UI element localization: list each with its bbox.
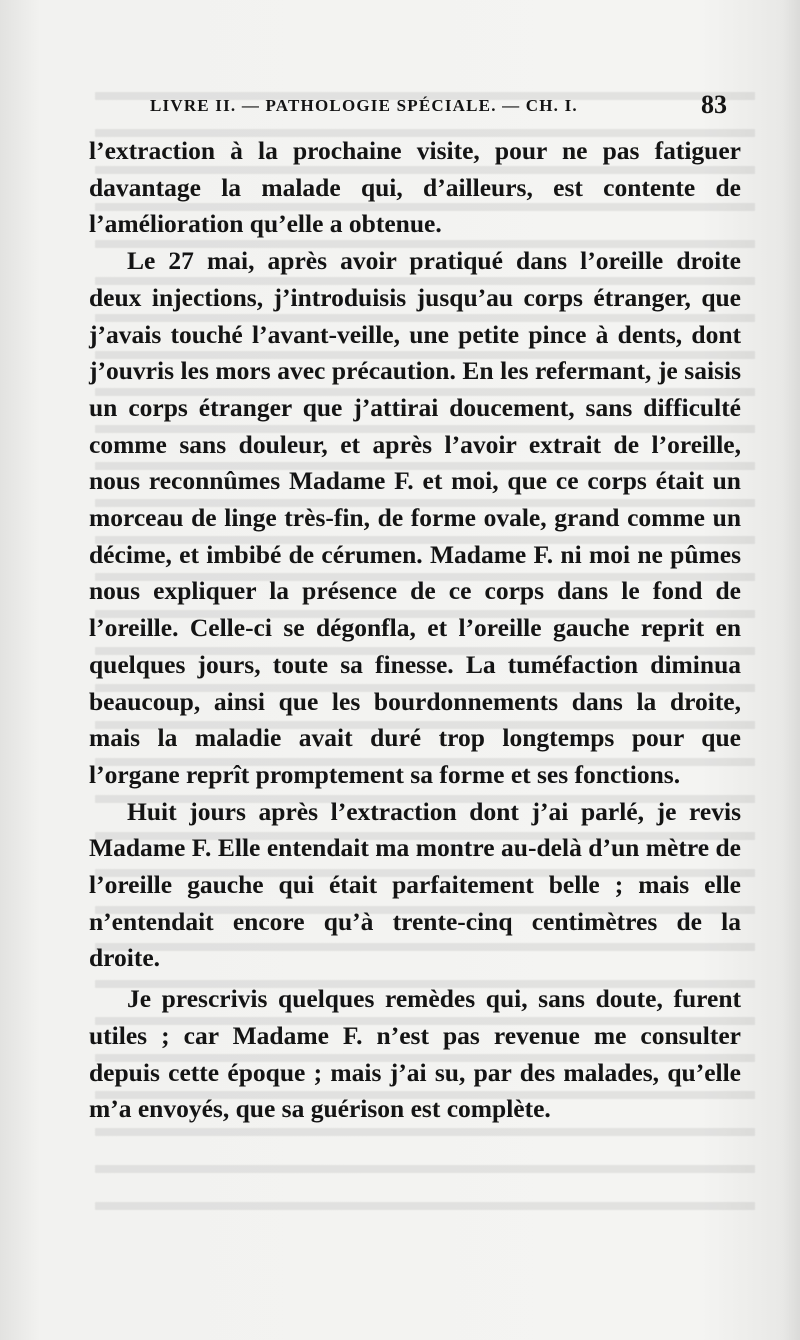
running-head: [150, 90, 740, 120]
page-edge-shadow: [782, 0, 800, 1340]
running-title: LIVRE II. — PATHOLOGIE SPÉCIALE. — CH. I.: [150, 96, 578, 115]
paragraph: Le 27 mai, après avoir pratiqué dans l’oreille droite deux injections, j’introduisis jusqu’au corps étranger, que j’avais touché l’avant-veille, une petite pince à dents, dont j’ouvris les mors avec précaution. En les refermant, je saisis un corps étranger que j’attirai doucement, sans difficulté comme sans douleur, et après l’avoir extrait de l’oreille, nous reconnûmes Madame F. et moi, que ce corps était un morceau de linge très-fin, de forme ovale, grand comme un décime, et imbibé de cérumen. Madame F. ni moi ne pûmes nous expliquer la présence de ce corps dans le fond de l’oreille. Celle-ci se dégonfla, et l’oreille gauche reprit en quelques jours, toute sa finesse. La tuméfaction diminua beaucoup, ainsi que les bourdonnements dans la droite, mais la maladie avait duré trop longtemps pour que l’organe reprît promptement sa forme et ses fonctions.: [89, 246, 741, 789]
page-number: 83: [701, 90, 727, 119]
body-text: [89, 133, 741, 1128]
paragraph: Huit jours après l’extraction dont j’ai parlé, je revis Madame F. Elle entendait ma montre au-delà d’un mètre de l’oreille gauche qui était parfaitement belle ; mais elle n’entendait encore qu’à trente-cinq centimètres de la droite.: [89, 796, 741, 973]
paragraph: l’extraction à la prochaine visite, pour ne pas fatiguer davantage la malade qui, d’ailleurs, est contente de l’amélioration qu’elle a obtenue.: [89, 136, 741, 239]
paragraph: Je prescrivis quelques remèdes qui, sans doute, furent utiles ; car Madame F. n’est pas revenue me consulter depuis cette époque ; mais j’ai su, par des malades, qu’elle m’a envoyés, que sa guérison est complète.: [89, 984, 741, 1124]
